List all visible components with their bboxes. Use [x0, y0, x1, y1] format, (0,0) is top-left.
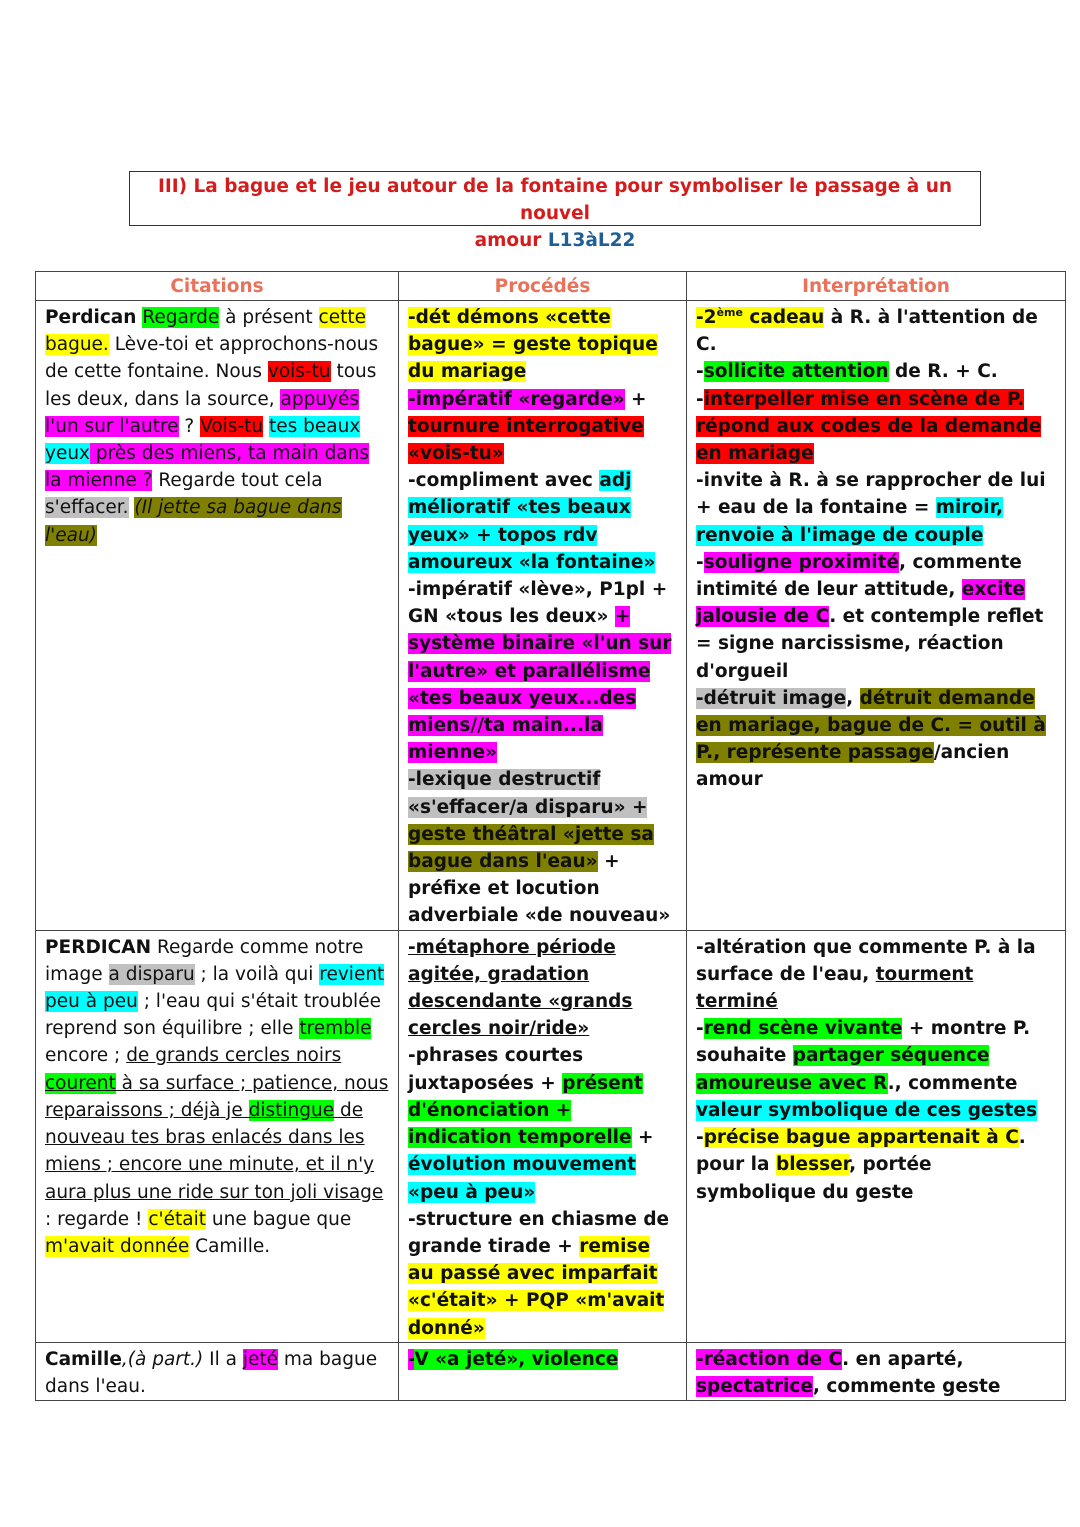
underlined-text: tourment terminé — [696, 963, 974, 1013]
highlight: geste théâtral «jette sa bague dans l'eau» — [408, 823, 654, 873]
text: Regarde comme notre image — [45, 936, 364, 985]
procedes-cell — [399, 301, 687, 931]
text: - — [696, 1127, 704, 1149]
text: Lève-toi et approchons-nous de cette fontaine. Nous — [45, 334, 379, 383]
procedes-cell — [399, 930, 687, 1342]
highlight: courent — [45, 1072, 116, 1094]
text: à R. à l'attention de C. — [696, 307, 1038, 356]
highlight: c'était — [148, 1208, 206, 1230]
highlight: Vois-tu — [200, 415, 264, 437]
text: -invite à R. à se rapprocher de lui + eau de la fontaine = — [696, 470, 1046, 519]
highlight: jeté — [242, 1348, 279, 1370]
text: ., commente — [887, 1072, 1018, 1094]
text: une bague que — [205, 1208, 352, 1230]
text: . en aparté, — [842, 1348, 964, 1370]
text: Il a — [203, 1348, 243, 1370]
speaker-name: Camille — [45, 1348, 122, 1370]
highlight: Regarde — [142, 307, 220, 328]
text: -compliment avec — [408, 470, 600, 492]
text: Camille. — [189, 1235, 271, 1257]
header-procedes: Procédés — [399, 272, 687, 301]
text: + — [624, 388, 647, 410]
highlight: distingue — [248, 1099, 335, 1121]
text: , commente intimité de leur attitude, — [696, 551, 1022, 601]
section-title-ref: L13àL22 — [547, 230, 636, 251]
speaker-name: Perdican — [45, 307, 137, 328]
text: /ancien amour — [696, 742, 1010, 791]
text: -impératif «lève», P1pl + GN «tous les deux» — [408, 579, 668, 628]
highlight: adj mélioratif «tes beaux yeux» + topos rdv amoureux «la fontaine» — [408, 470, 656, 573]
highlight: précise bague appartenait à C — [703, 1127, 1019, 1149]
highlight: m'avait donnée — [45, 1235, 190, 1257]
highlight: interpeller mise en scène de P. répond aux codes de la demande en mariage — [696, 388, 1042, 465]
section-title-word: amour — [474, 230, 542, 251]
highlight: l'un sur l'autre — [45, 415, 179, 437]
text: ; la voilà qui — [194, 963, 320, 985]
highlight: rend scène vivante — [703, 1018, 903, 1040]
highlight: + système binaire «l'un sur l'autre» et parallélisme «tes beaux yeux...des miens//ta main...la mienne» — [408, 606, 672, 764]
stage-direction: (Il jette sa bague dans l'eau) — [45, 497, 342, 546]
highlight: bague. — [45, 334, 109, 356]
table-row — [36, 1342, 1066, 1400]
text: -phrases courtes juxtaposées + — [408, 1045, 584, 1094]
highlight — [696, 307, 824, 328]
text: de R. + C. — [888, 361, 998, 383]
text: , portée symbolique du geste — [696, 1154, 932, 1203]
text: cadeau — [742, 307, 825, 328]
text: ma bague dans l'eau. — [45, 1348, 378, 1397]
procedes-cell — [399, 1342, 687, 1400]
highlight: présent d'énonciation + indication temporelle — [408, 1072, 643, 1149]
highlight: évolution mouvement «peu à peu» — [408, 1154, 636, 1203]
table-row — [36, 301, 1066, 931]
highlight: blesser — [775, 1154, 850, 1176]
text: - — [696, 361, 704, 383]
highlight: vois-tu — [267, 361, 331, 383]
highlight: - — [696, 1348, 704, 1370]
highlight: tournure interrogative «vois-tu» — [408, 415, 644, 465]
text: -structure en chiasme de grande tirade + — [408, 1208, 670, 1257]
highlight: détruit demande en mariage, bague de C. = outil à P., représente passage — [696, 687, 1046, 764]
highlight: tes beaux yeux — [45, 415, 361, 465]
text: . et contemple reflet = signe narcissisme, réaction d'orgueil — [696, 606, 1044, 682]
text: : regarde ! — [45, 1208, 149, 1230]
highlight: appuyés — [280, 388, 360, 410]
highlight: la mienne ? — [45, 470, 153, 492]
highlight: spectatrice — [696, 1375, 813, 1397]
superscript: ème — [716, 305, 743, 319]
text: + montre P. souhaite — [696, 1018, 1031, 1067]
highlight: - — [408, 1348, 415, 1370]
speaker-name: PERDICAN — [45, 936, 152, 958]
table-row — [36, 930, 1066, 1342]
highlight: -lexique destructif «s'effacer/a disparu» + — [408, 769, 648, 818]
text: + préfixe et locution adverbiale «de nouveau» — [408, 851, 671, 927]
text: encore ; — [45, 1045, 127, 1067]
highlight: tremble — [299, 1018, 372, 1040]
highlight: réaction de C — [703, 1348, 843, 1370]
underlined-text: à sa surface ; patience, nous reparaissons ; déjà je — [45, 1072, 389, 1121]
text: ; l'eau qui s'était troublée reprend son équilibre ; elle — [45, 991, 381, 1040]
text: à présent — [219, 307, 319, 328]
text: Regarde tout cela — [152, 470, 323, 492]
interpretation-cell — [687, 930, 1066, 1342]
highlight: miroir, renvoie à l'image de couple — [696, 497, 1004, 546]
interpretation-cell — [687, 1342, 1066, 1400]
text: -2 — [696, 307, 717, 328]
text: - — [696, 551, 704, 573]
section-title-box — [129, 171, 981, 251]
highlight: valeur symbolique de ces gestes — [696, 1099, 1037, 1121]
text: , — [846, 687, 860, 709]
analysis-table — [35, 271, 1066, 1401]
highlight: près des miens, ta main dans — [90, 443, 370, 465]
citation-cell — [36, 301, 399, 931]
text: . pour la — [696, 1127, 1026, 1176]
aside: ,(à part.) — [121, 1348, 204, 1370]
section-title-line1: III) La bague et le jeu autour de la fontaine pour symboliser le passage à un nouvel — [157, 176, 953, 224]
citation-cell — [36, 930, 399, 1342]
highlight: -impératif «regarde» — [408, 388, 625, 410]
highlight: sollicite attention — [703, 361, 889, 383]
highlight: partager séquence amoureuse avec R — [696, 1045, 990, 1094]
interpretation-cell — [687, 301, 1066, 931]
text: tous les deux, dans la source, — [45, 361, 377, 410]
highlight: remise au passé avec imparfait «c'était» + PQP «m'avait donné» — [408, 1235, 665, 1339]
header-interpretation: Interprétation — [687, 272, 1066, 301]
highlight: V «a jeté», violence — [414, 1348, 619, 1370]
highlight: -détruit image — [696, 687, 847, 709]
text: ? — [178, 415, 201, 437]
citation-cell — [36, 1342, 399, 1400]
highlight: souligne proximité — [703, 551, 900, 573]
underlined-text: de nouveau tes bras enlacés dans les miens ; encore une minute, et il n'y aura plus une ride sur ton joli visage — [45, 1099, 384, 1203]
highlight: revient peu à peu — [45, 963, 385, 1013]
header-citations: Citations — [36, 272, 399, 301]
text: - — [696, 1018, 704, 1040]
highlight: -dét démons «cette bague» = geste topique du mariage — [408, 307, 658, 383]
section-title-line2 — [130, 227, 980, 254]
text: + — [631, 1127, 654, 1149]
text: , commente geste — [812, 1375, 1001, 1397]
underlined-text: -métaphore période agitée, gradation descendante «grands cercles noir/ride» — [408, 936, 633, 1040]
highlight: excite jalousie de C — [696, 579, 1025, 628]
highlight: cette — [318, 307, 366, 328]
underlined-text: de grands cercles noirs — [126, 1045, 342, 1067]
highlight: s'effacer. — [45, 497, 129, 519]
highlight: a disparu — [108, 963, 195, 985]
text: -altération que commente P. à la surface de l'eau, — [696, 936, 1036, 985]
header-row — [36, 272, 1066, 301]
text: - — [696, 388, 704, 410]
